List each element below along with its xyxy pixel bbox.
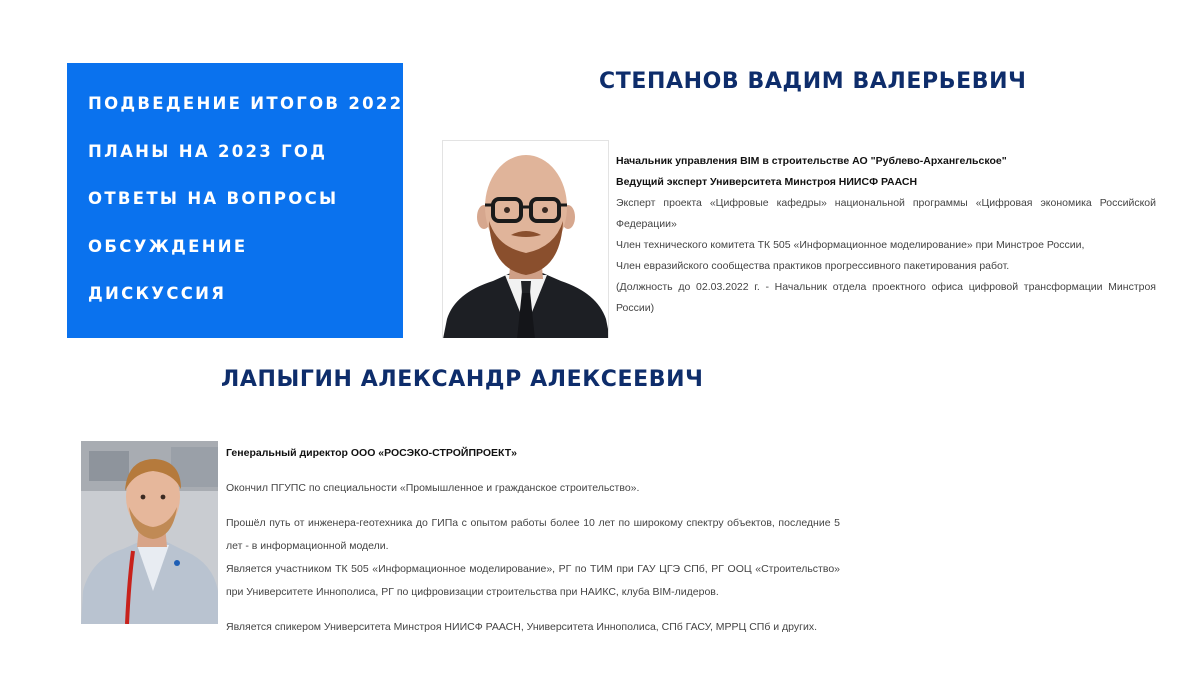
speaker1-bio-line: Член евразийского сообщества практиков прогрессивного пакетирования работ.	[616, 260, 1010, 272]
speaker1-bio-line: Член технического комитета ТК 505 «Информационное моделирование» при Минстрое России,	[616, 239, 1085, 251]
speaker1-bio-line: Эксперт проекта «Цифровые кафедры» национальной программы «Цифровая экономика Российской Федерации»	[616, 197, 1156, 230]
agenda-item: ДИСКУССИЯ	[88, 284, 227, 303]
speaker1-photo	[442, 140, 609, 338]
speaker2-bio-paragraph: Является спикером Университета Минстроя НИИСФ РААСН, Университета Иннополиса, СПб ГАСУ, МРРЦ СПб и других.	[226, 621, 818, 633]
speaker2-name: ЛАПЫГИН АЛЕКСАНДР АЛЕКСЕЕВИЧ	[221, 367, 704, 392]
speaker2-position: Генеральный директор ООО «РОСЭКО-СТРОЙПРОЕКТ»	[226, 447, 517, 459]
speaker2-bio-paragraph: Прошёл путь от инженера-геотехника до ГИПа с опытом работы более 10 лет по широкому спектру объектов, последние 5 лет - в информационной модели.	[226, 517, 840, 552]
agenda-panel	[67, 63, 403, 338]
agenda-item: ПОДВЕДЕНИЕ ИТОГОВ 2022	[88, 94, 404, 113]
speaker2-bio-paragraph: Окончил ПГУПС по специальности «Промышленное и гражданское строительство».	[226, 482, 640, 494]
speaker1-bio-line: (Должность до 02.03.2022 г. - Начальник отдела проектного офиса цифровой трансформации Минстроя России)	[616, 281, 1156, 314]
agenda-item: ОТВЕТЫ НА ВОПРОСЫ	[88, 189, 339, 208]
speaker1-position: Ведущий эксперт Университета Минстроя НИИСФ РААСН	[616, 176, 918, 188]
speaker1-bio	[616, 151, 1156, 338]
speaker2-bio-paragraph: Является участником ТК 505 «Информационное моделирование», РГ по ТИМ при ГАУ ЦГЭ СПб, РГ ООЦ «Строительство» при Университете Иннополиса, РГ по цифровизации строительства при НАИКС, клуба BIM-лидеров.	[226, 563, 840, 598]
speaker1-name: СТЕПАНОВ ВАДИМ ВАЛЕРЬЕВИЧ	[599, 69, 1027, 94]
agenda-item: ОБСУЖДЕНИЕ	[88, 236, 248, 256]
speaker2-bio	[80, 442, 840, 639]
speaker1-position: Начальник управления BIM в строительстве АО "Рублево-Архангельское"	[616, 155, 1007, 167]
agenda-item: ПЛАНЫ НА 2023 ГОД	[88, 141, 328, 161]
